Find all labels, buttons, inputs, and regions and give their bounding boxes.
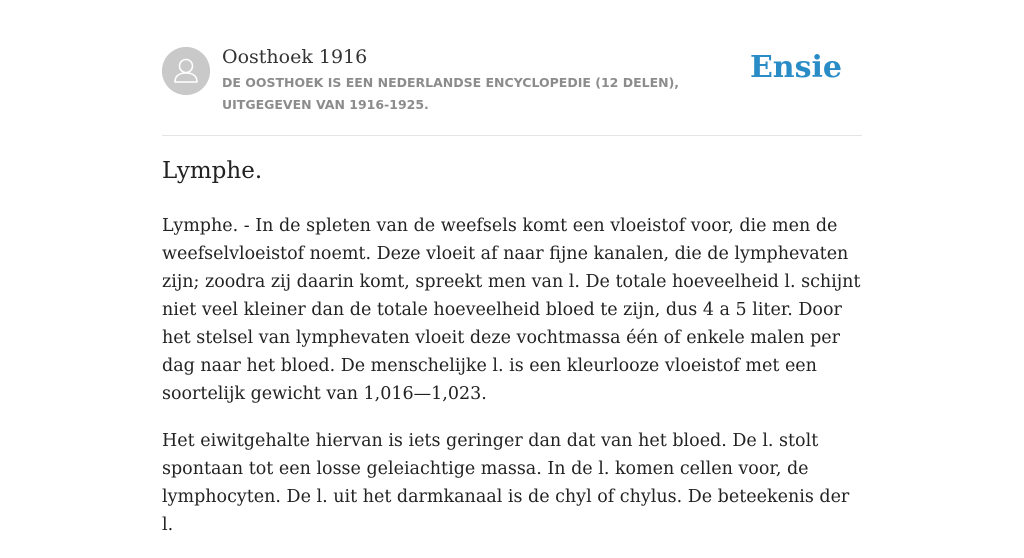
article-body — [162, 212, 862, 558]
page-container — [162, 0, 862, 535]
source-name[interactable]: Oosthoek 1916 — [222, 46, 368, 68]
source-header — [162, 0, 862, 136]
article-paragraph: Lymphe. - In de spleten van de weefsels komt een vloeistof voor, die men de weefselvloeistof noemt. Deze vloeit af naar fijne kanalen, die de lymphevaten zijn; zoodra zij daarin komt, spreekt men van l. De totale hoeveelheid l. schijnt niet veel kleiner dan de totale hoeveelheid bloed te zijn, dus 4 a 5 liter. Door het stelsel van lymphevaten vloeit deze vochtmassa één of enkele malen per dag naar het bloed. De menschelijke l. is een kleurlooze vloeistof met een soortelijk gewicht van 1,016—1,023. — [162, 216, 861, 404]
article-title: Lymphe. — [162, 158, 263, 184]
source-description: DE OOSTHOEK IS EEN NEDERLANDSE ENCYCLOPEDIE (12 DELEN), UITGEGEVEN VAN 1916-1925. — [222, 75, 680, 112]
user-icon[interactable] — [162, 47, 210, 95]
ensie-logo-link[interactable]: Ensie — [749, 50, 842, 85]
article-paragraph: Het eiwitgehalte hiervan is iets geringer dan dat van het bloed. De l. stolt spontaan tot een losse geleiachtige massa. In de l. komen cellen voor, de lymphocyten. De l. uit het darmkanaal is de chyl of chylus. De beteekenis der l. — [162, 431, 850, 535]
